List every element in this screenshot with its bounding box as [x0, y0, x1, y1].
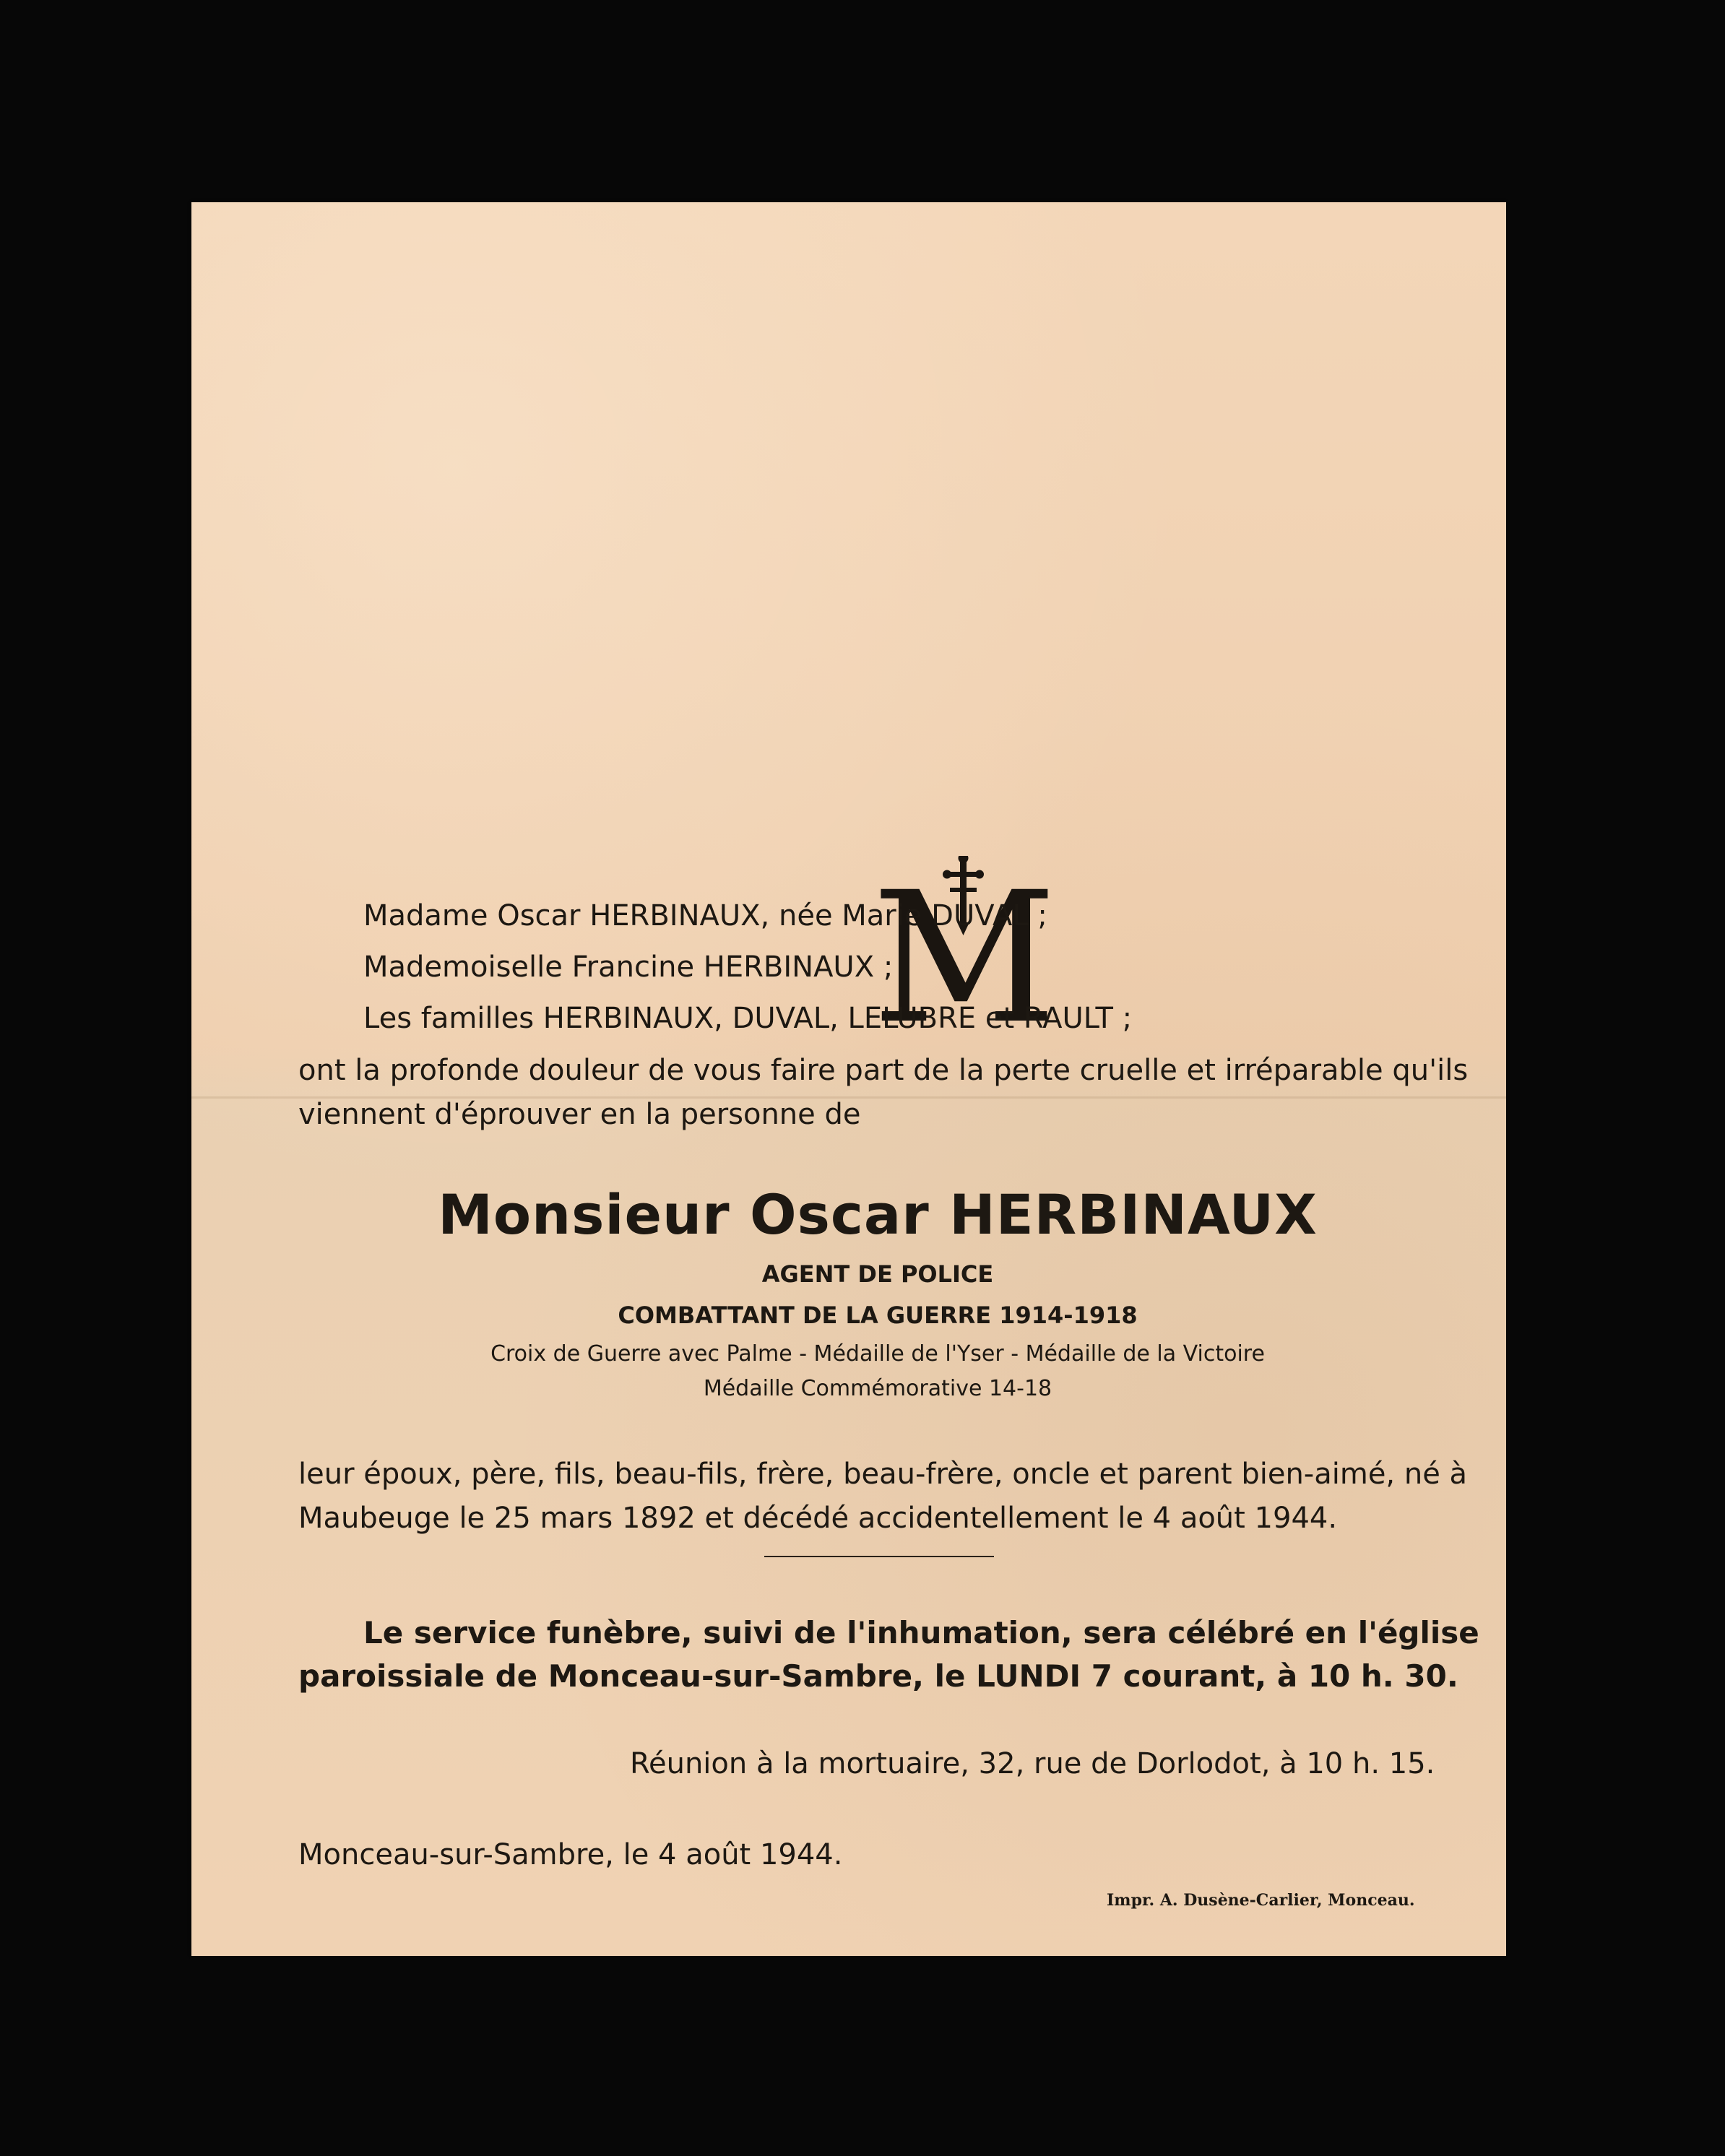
deceased-veteran-status: COMBATTANT DE LA GUERRE 1914-1918: [618, 1302, 1138, 1329]
family-line-families: Les familles HERBINAUX, DUVAL, LELUBRE et RAULT ;: [363, 1002, 1133, 1035]
family-line-daughter: Mademoiselle Francine HERBINAUX ;: [363, 951, 894, 984]
printer-credit: Impr. A. Dusène-Carlier, Monceau.: [1107, 1891, 1415, 1910]
monogram-letter: M: [872, 856, 1057, 1029]
decorations-line-2: Médaille Commémorative 14-18: [703, 1376, 1052, 1401]
service-line-1: Le service funèbre, suivi de l'inhumation, sera célébré en l'église: [363, 1615, 1479, 1650]
service-line-2: paroissiale de Monceau-sur-Sambre, le LUNDI 7 courant, à 10 h. 30.: [298, 1658, 1458, 1694]
deceased-occupation: AGENT DE POLICE: [761, 1260, 994, 1288]
decorations-line-1: Croix de Guerre avec Palme - Médaille de l'Yser - Médaille de la Victoire: [490, 1341, 1265, 1367]
deceased-name: Monsieur Oscar HERBINAUX: [438, 1182, 1318, 1247]
family-line-widow: Madame Oscar HERBINAUX, née Marie DUVAL ;: [363, 899, 1047, 932]
relation-line-2: Maubeuge le 25 mars 1892 et décédé accidentellement le 4 août 1944.: [298, 1502, 1338, 1535]
reunion-line: Réunion à la mortuaire, 32, rue de Dorlodot, à 10 h. 15.: [630, 1747, 1435, 1780]
separator-rule: [764, 1556, 994, 1557]
intro-line-1: ont la profonde douleur de vous faire part de la perte cruelle et irréparable qu'ils: [298, 1054, 1469, 1087]
intro-line-2: viennent d'éprouver en la personne de: [298, 1098, 861, 1131]
relation-line-1: leur époux, père, fils, beau-fils, frère, beau-frère, oncle et parent bien-aimé, né à: [298, 1458, 1468, 1491]
place-date-line: Monceau-sur-Sambre, le 4 août 1944.: [298, 1838, 843, 1871]
